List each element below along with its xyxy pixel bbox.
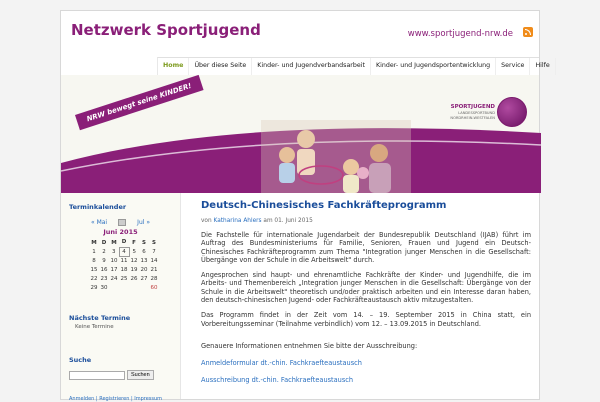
calendar-week-row <box>89 274 159 283</box>
post-date: am 01. Juni 2015 <box>263 218 313 224</box>
child-3-body <box>343 175 359 193</box>
calendar-weekday-row <box>89 238 159 247</box>
calendar-day <box>129 283 139 292</box>
child-3-head <box>343 159 359 175</box>
calendar-day[interactable]: 16 <box>100 266 108 273</box>
weekday-sa: S <box>142 239 146 246</box>
search-title: Suche <box>69 356 92 364</box>
adult-head <box>370 144 388 162</box>
calendar-week-row <box>89 247 159 256</box>
calendar-day[interactable]: 22 <box>90 275 98 282</box>
calendar-day[interactable]: 18 <box>120 266 128 273</box>
logo-line-2: LANDESSPORTBUND <box>458 111 495 115</box>
calendar-day[interactable]: 6 <box>142 248 146 255</box>
sportjugend-logo[interactable] <box>437 95 529 135</box>
calendar-day[interactable]: 23 <box>100 275 108 282</box>
rss-icon[interactable] <box>523 27 533 37</box>
nav-item-ueber[interactable]: Über diese Seite <box>189 58 252 75</box>
weekday-so: S <box>152 239 156 246</box>
calendar-day[interactable]: 24 <box>110 275 118 282</box>
sidebar-footer-links[interactable]: Anmelden | Registrieren | Impressum <box>69 396 163 402</box>
child-4-head <box>357 167 369 179</box>
registration-form-link[interactable]: Anmeldeformular dt.-chin. Fachkraefteaustausch <box>201 359 362 368</box>
calendar-day[interactable]: 17 <box>110 266 118 273</box>
calendar-day[interactable]: 26 <box>130 275 138 282</box>
site-title-link[interactable]: Netzwerk Sportjugend <box>71 21 261 39</box>
calendar-week-row <box>89 256 159 265</box>
calendar-day[interactable]: 2 <box>102 248 106 255</box>
no-events-text: Keine Termine <box>75 324 114 330</box>
calendar-day[interactable]: 20 <box>140 266 148 273</box>
nav-item-sportentwicklung[interactable]: Kinder- und Jugendsportentwicklung <box>371 58 496 75</box>
post-meta <box>201 218 531 224</box>
calendar-day[interactable]: 7 <box>152 248 156 255</box>
weekday-mo: M <box>91 239 97 246</box>
calendar-day[interactable]: 14 <box>150 257 158 264</box>
calendar-day <box>139 283 149 292</box>
calendar-day[interactable]: 28 <box>150 275 158 282</box>
logo-line-3: NORDRHEIN-WESTFALEN <box>450 116 495 120</box>
calendar-day[interactable]: 21 <box>150 266 158 273</box>
page-container <box>60 10 550 402</box>
nav-item-service[interactable]: Service <box>496 58 530 75</box>
search-form <box>61 370 180 380</box>
calendar-day[interactable]: 11 <box>120 257 128 264</box>
calendar-next-link[interactable]: Jul » <box>137 219 150 226</box>
calendar-day[interactable]: 13 <box>140 257 148 264</box>
calendar-day[interactable]: 5 <box>132 248 136 255</box>
post-paragraph-4: Genauere Informationen entnehmen Sie bitte der Ausschreibung: <box>201 341 418 350</box>
logo-ball-icon <box>497 97 527 127</box>
child-1-head <box>297 130 315 148</box>
calendar-day[interactable]: 1 <box>92 248 96 255</box>
calendar-day[interactable]: 10 <box>110 257 118 264</box>
header-banner <box>61 75 539 193</box>
search-input[interactable] <box>69 371 125 380</box>
calendar-day[interactable]: 3 <box>112 248 116 255</box>
calendar-title: Terminkalender <box>69 203 127 211</box>
weekday-fr: F <box>132 239 136 246</box>
nav-item-hilfe[interactable]: Hilfe <box>530 58 555 75</box>
weekday-di: D <box>101 239 107 246</box>
calendar-day[interactable]: 27 <box>140 275 148 282</box>
child-1-body <box>297 149 315 175</box>
child-2-body <box>279 163 295 183</box>
logo-line-1: SPORTJUGEND <box>450 104 495 110</box>
weekday-do: D <box>121 239 127 246</box>
calendar-day: 60 <box>150 284 158 291</box>
calendar-day[interactable]: 25 <box>120 275 128 282</box>
calendar-prev-link[interactable]: « Mai <box>91 219 108 226</box>
calendar-week-row <box>89 265 159 274</box>
calendar-table <box>89 238 159 292</box>
post-author-link[interactable]: Katharina Ahlers <box>213 218 262 224</box>
weekday-mi: M <box>111 239 117 246</box>
calendar-day[interactable]: 19 <box>130 266 138 273</box>
post-meta-prefix: von <box>201 218 212 224</box>
calendar-day[interactable]: 8 <box>92 257 96 264</box>
calendar-day <box>109 283 119 292</box>
announcement-link[interactable]: Ausschreibung dt.-chin. Fachkraefteaustausch <box>201 376 354 385</box>
post-paragraph-2: Angesprochen sind haupt- und ehrenamtliche Fachkräfte der Kinder- und Jugendhilfe, die im Arbeits- und Themenbereich „Integration junger Menschen in die Gesellschaft: Übergänge von der Schule in die Arbeitswelt" theoretisch und/oder praktisch arbeiten und ein Interesse daran haben, den deutsch-chinesischen Jugend- oder Fachkräfteaustausch aktiv mitzugestalten. <box>201 271 531 305</box>
site-url-link[interactable]: www.sportjugend-nrw.de <box>407 29 513 39</box>
calendar-day[interactable]: 9 <box>102 257 106 264</box>
calendar-day[interactable]: 29 <box>90 284 98 291</box>
banner-ribbon: NRW bewegt seine KINDER! <box>75 75 203 130</box>
main-content <box>201 193 531 399</box>
post-paragraph-1: Die Fachstelle für internationale Jugendarbeit der Bundesrepublik Deutschland (IJAB) führt im Auftrag des Bundesministeriums für Familie, Senioren, Frauen und Jugend ein Deutsch-Chinesisches Fachkräfteprogramm zum Thema "Integration junger Menschen in die Gesellschaft: Übergänge von der Schule in die Arbeitswelt" durch. <box>201 231 531 264</box>
calendar-day[interactable]: 30 <box>100 284 108 291</box>
calendar-day-today[interactable]: 4 <box>119 247 129 256</box>
calendar-day <box>119 283 129 292</box>
print-icon[interactable] <box>118 219 126 226</box>
nav-item-verbandsarbeit[interactable]: Kinder- und Jugendverbandsarbeit <box>252 58 371 75</box>
post-title-link[interactable]: Deutsch-Chinesisches Fachkräfteprogramm <box>201 200 447 211</box>
search-button[interactable]: Suchen <box>127 370 154 380</box>
next-events-title: Nächste Termine <box>69 314 131 322</box>
sidebar <box>61 193 181 402</box>
child-2-head <box>279 147 295 163</box>
post-paragraph-3: Das Programm findet in der Zeit vom 14. – 19. September 2015 in China statt, ein Vorbereitungsseminar (Teilnahme verbindlich) vom 12. – 13.09.2015 in Deutschland. <box>201 311 531 328</box>
calendar-day[interactable]: 12 <box>130 257 138 264</box>
site-header <box>61 11 550 75</box>
calendar-week-row <box>89 283 159 292</box>
calendar-day[interactable]: 15 <box>90 266 98 273</box>
calendar-nav <box>61 219 180 226</box>
calendar-month: Juni 2015 <box>103 228 138 236</box>
main-nav <box>157 57 550 75</box>
adult-body <box>369 163 391 193</box>
nav-item-home[interactable]: Home <box>158 58 189 75</box>
